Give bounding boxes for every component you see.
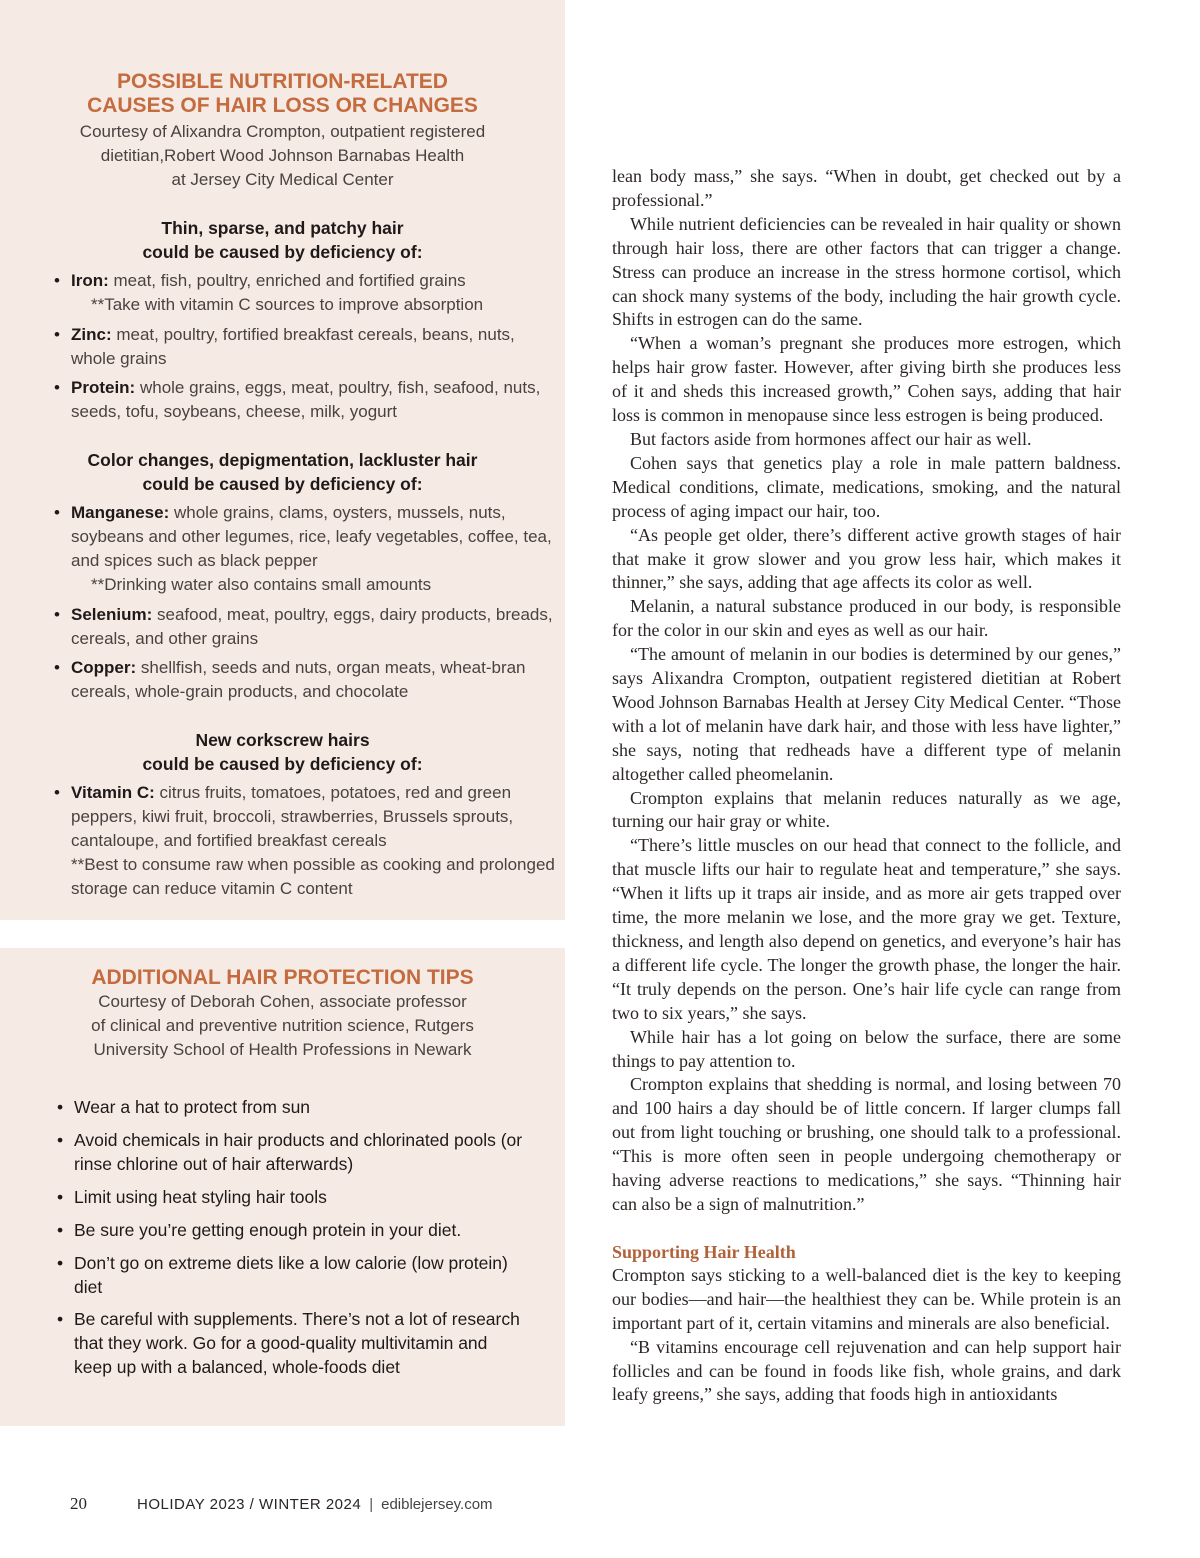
group-heading-line: Color changes, depigmentation, lackluster hair <box>87 450 478 470</box>
sidebar1-credit <box>0 120 565 192</box>
nutrient-item-manganese <box>54 501 559 597</box>
article-paragraph: While nutrient deficiencies can be revealed in hair quality or shown through hair loss, there are other factors that can trigger a change. Stress can produce an increase in the stress hormone cortisol, which can shock many systems of the body, including the hair growth cycle. Shifts in estrogen can do the same. <box>612 213 1121 330</box>
sidebar1-title-line: POSSIBLE NUTRITION-RELATED <box>117 70 448 93</box>
nutrient-label: Zinc: <box>71 325 112 344</box>
section-subhead: Supporting Hair Health <box>612 1241 796 1262</box>
article-paragraph: lean body mass,” she says. “When in doubt, get checked out by a professional.” <box>612 166 1121 210</box>
group-heading-corkscrew <box>0 728 565 776</box>
article-paragraph: “There’s little muscles on our head that connect to the follicle, and that muscle lifts our hair to regulate heat and temperature,” she says. “When it lifts up it traps air inside, and as more air gets trapped over time, the more melanin we lose, and the more gray we get. Texture, thickness, and length also depend on genetics, and everyone’s hair has a different life cycle. The longer the growth phase, the longer the hair. “It truly depends on the person. One’s hair life cycle can range from two to six years,” she says. <box>612 835 1121 1023</box>
bullet-icon: • <box>54 783 60 802</box>
article-paragraph: “As people get older, there’s different active growth stages of hair that make it grow slower and you grow less hair, which makes it thinner,” she says, adding that age affects its color as well. <box>612 524 1121 593</box>
bullet-icon: • <box>57 1130 64 1150</box>
tip-item <box>57 1218 527 1242</box>
article-paragraph: “The amount of melanin in our bodies is determined by our genes,” says Alixandra Crompton, outpatient registered dietitian at Robert Wood Johnson Barnabas Health at Jersey City Medical Center. “Those with a lot of melanin have dark hair, and those with less have lighter,” she says, noting that redheads have a different type of melanin altogether called pheomelanin. <box>612 644 1121 784</box>
credit-line: of clinical and preventive nutrition science, Rutgers <box>91 1016 474 1035</box>
nutrient-label: Protein: <box>71 378 136 397</box>
article-paragraph: Cohen says that genetics play a role in male pattern baldness. Medical conditions, climate, medications, smoking, and the natural process of aging impact our hair, too. <box>612 452 1121 521</box>
nutrient-note: **Take with vitamin C sources to improve absorption <box>91 295 484 314</box>
group-heading-color-changes <box>0 448 565 496</box>
nutrient-label: Iron: <box>71 271 109 290</box>
group-heading-line: Thin, sparse, and patchy hair <box>161 218 404 238</box>
tip-item <box>57 1185 527 1209</box>
credit-line: at Jersey City Medical Center <box>171 170 394 189</box>
nutrient-label: Selenium: <box>71 605 153 624</box>
nutrient-note: **Best to consume raw when possible as cooking and prolonged storage can reduce vitamin C content <box>71 855 555 898</box>
bullet-icon: • <box>54 503 60 522</box>
article-paragraph: “B vitamins encourage cell rejuvenation and can help support hair follicles and can be found in foods like fish, whole grains, and dark leafy greens,” she says, adding that foods high in antioxidants <box>612 1336 1121 1405</box>
sidebar1-title <box>0 70 565 118</box>
nutrient-sources: meat, fish, poultry, enriched and fortified grains <box>113 271 466 290</box>
article-paragraph: Crompton explains that shedding is normal, and losing between 70 and 100 hairs a day should be of little concern. If larger clumps fall out from light touching or brushing, one should talk to a professional. “This is more often seen in people undergoing chemotherapy or having adverse reactions to medications,” she says. “Thinning hair can also be a sign of malnutrition.” <box>612 1074 1121 1214</box>
tip-text: Don’t go on extreme diets like a low calorie (low protein) diet <box>74 1253 508 1297</box>
article-paragraph: But factors aside from hormones affect our hair as well. <box>630 428 1032 449</box>
bullet-icon: • <box>57 1309 64 1329</box>
bullet-icon: • <box>57 1220 64 1240</box>
sidebar1-title-line: CAUSES OF HAIR LOSS OR CHANGES <box>87 94 478 117</box>
credit-line: Courtesy of Alixandra Crompton, outpatient registered <box>79 122 486 141</box>
site-link[interactable]: ediblejersey.com <box>381 1496 493 1513</box>
nutrient-item-selenium <box>54 603 559 651</box>
tip-text: Limit using heat styling hair tools <box>74 1187 327 1207</box>
sidebar2-title: ADDITIONAL HAIR PROTECTION TIPS <box>91 966 474 989</box>
article-paragraph: Crompton explains that melanin reduces naturally as we age, turning our hair gray or white. <box>612 787 1121 832</box>
tip-text: Be sure you’re getting enough protein in your diet. <box>74 1220 462 1240</box>
credit-line: Courtesy of Deborah Cohen, associate professor <box>98 992 467 1011</box>
nutrient-sources: citrus fruits, tomatoes, potatoes, red and green peppers, kiwi fruit, broccoli, strawberries, Brussels sprouts, cantaloupe, and fortified breakfast cereals <box>71 783 514 850</box>
group-heading-line: New corkscrew hairs <box>195 730 370 750</box>
sidebar2-credit <box>0 990 565 1062</box>
bullet-icon: • <box>54 605 60 624</box>
footer-separator: | <box>369 1496 374 1513</box>
tip-text: Avoid chemicals in hair products and chlorinated pools (or rinse chlorine out of hair afterwards) <box>74 1130 523 1174</box>
bullet-icon: • <box>54 325 60 344</box>
tip-item <box>57 1128 527 1176</box>
bullet-icon: • <box>57 1253 64 1273</box>
article-paragraph: “When a woman’s pregnant she produces more estrogen, which helps hair grow faster. However, after giving birth she produces less of it and sheds this increased growth,” Cohen says, adding that hair loss is common in menopause since less estrogen is being produced. <box>612 333 1121 426</box>
tip-item <box>57 1095 527 1119</box>
nutrient-label: Vitamin C: <box>71 783 155 802</box>
bullet-icon: • <box>57 1097 64 1117</box>
bullet-icon: • <box>54 658 60 677</box>
group-heading-line: could be caused by deficiency of: <box>142 474 423 494</box>
bullet-icon: • <box>54 378 60 397</box>
article-paragraph: Crompton says sticking to a well-balanced diet is the key to keeping our bodies—and hair—the healthiest they can be. While protein is an important part of it, certain vitamins and minerals are also beneficial. <box>612 1264 1121 1333</box>
nutrient-note: **Drinking water also contains small amounts <box>91 575 432 594</box>
tip-text: Be careful with supplements. There’s not a lot of research that they work. Go for a good-quality multivitamin and keep up with a balanced, whole-foods diet <box>74 1309 520 1377</box>
group-heading-line: could be caused by deficiency of: <box>142 754 423 774</box>
nutrient-item-vitamin-c <box>54 781 559 901</box>
nutrient-label: Copper: <box>71 658 137 677</box>
nutrient-sources: shellfish, seeds and nuts, organ meats, wheat-bran cereals, whole-grain products, and chocolate <box>71 658 526 701</box>
nutrient-label: Manganese: <box>71 503 170 522</box>
tip-text: Wear a hat to protect from sun <box>74 1097 311 1117</box>
tip-item <box>57 1307 527 1379</box>
page-footer <box>70 1494 493 1514</box>
nutrient-item-iron <box>54 269 559 317</box>
nutrient-sources: meat, poultry, fortified breakfast cereals, beans, nuts, whole grains <box>71 325 515 368</box>
group-heading-line: could be caused by deficiency of: <box>142 242 423 262</box>
issue-label: HOLIDAY 2023 / WINTER 2024 <box>137 1496 362 1513</box>
group-heading-thin-hair <box>0 216 565 264</box>
article-paragraph: Melanin, a natural substance produced in our body, is responsible for the color in our skin and eyes as well as our hair. <box>612 596 1121 641</box>
nutrient-sources: seafood, meat, poultry, eggs, dairy products, breads, cereals, and other grains <box>71 605 553 648</box>
bullet-icon: • <box>54 271 60 290</box>
nutrient-item-protein <box>54 376 559 424</box>
credit-line: University School of Health Professions in Newark <box>93 1040 472 1059</box>
article-column <box>612 165 1121 1407</box>
credit-line: dietitian,Robert Wood Johnson Barnabas Health <box>100 146 465 165</box>
tip-item <box>57 1251 527 1299</box>
nutrient-sources: whole grains, clams, oysters, mussels, nuts, soybeans and other legumes, rice, leafy vegetables, coffee, tea, and spices such as black pepper <box>71 503 552 570</box>
nutrient-item-zinc <box>54 323 559 371</box>
article-paragraph: While hair has a lot going on below the surface, there are some things to pay attention to. <box>612 1026 1121 1071</box>
nutrient-item-copper <box>54 656 559 704</box>
page-number: 20 <box>70 1494 87 1513</box>
bullet-icon: • <box>57 1187 64 1207</box>
nutrient-sources: whole grains, eggs, meat, poultry, fish, seafood, nuts, seeds, tofu, soybeans, cheese, milk, yogurt <box>71 378 541 421</box>
